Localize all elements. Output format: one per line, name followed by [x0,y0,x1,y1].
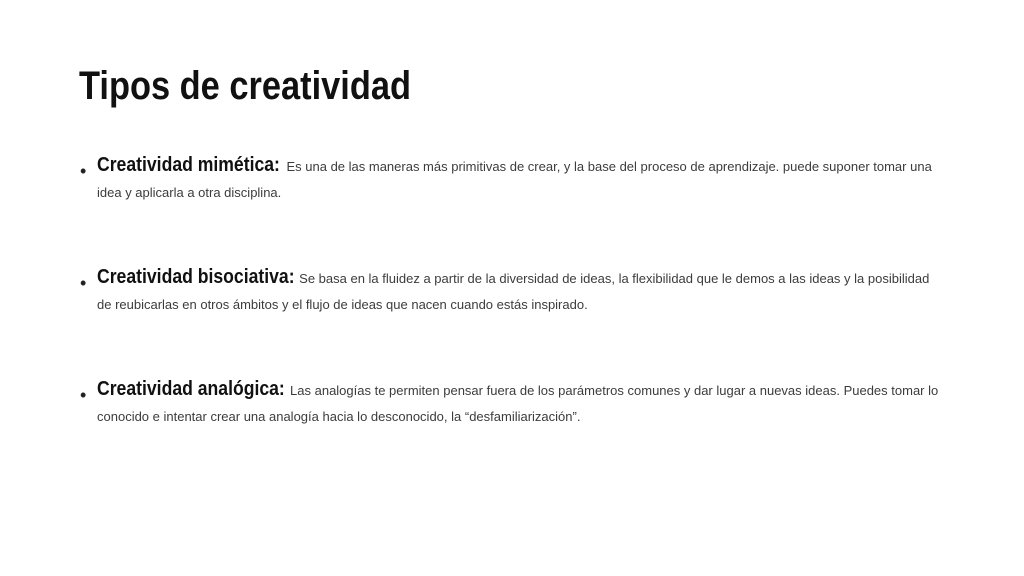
description-analogica: Las analogías te permiten pensar fuera de los parámetros comunes y dar lugar a nuevas ideas. Puedes tomar lo conocido e intentar crear una analogía hacia lo desconocido, la “desfamiliarización”. [97,383,939,424]
term-bisociativa: Creatividad bisociativa: [97,266,295,288]
bullet-icon: • [80,161,87,181]
list-item [80,152,940,206]
list-item [80,264,940,318]
list-item [80,376,940,430]
term-mimetica: Creatividad mimética: [97,154,280,176]
description-mimetica: Es una de las maneras más primitivas de crear, y la base del proceso de aprendizaje. puede suponer tomar una idea y aplicarla a otra disciplina. [97,159,932,200]
description-bisociativa: Se basa en la fluidez a partir de la diversidad de ideas, la flexibilidad que le demos a las ideas y la posibilidad de reubicarlas en otros ámbitos y el flujo de ideas que nacen cuando estás inspirado. [97,271,930,312]
bullet-icon: • [80,385,87,405]
slide-title: Tipos de creatividad [79,64,412,108]
term-analogica: Creatividad analógica: [97,378,285,400]
bullet-list [80,152,940,488]
bullet-icon: • [80,273,87,293]
